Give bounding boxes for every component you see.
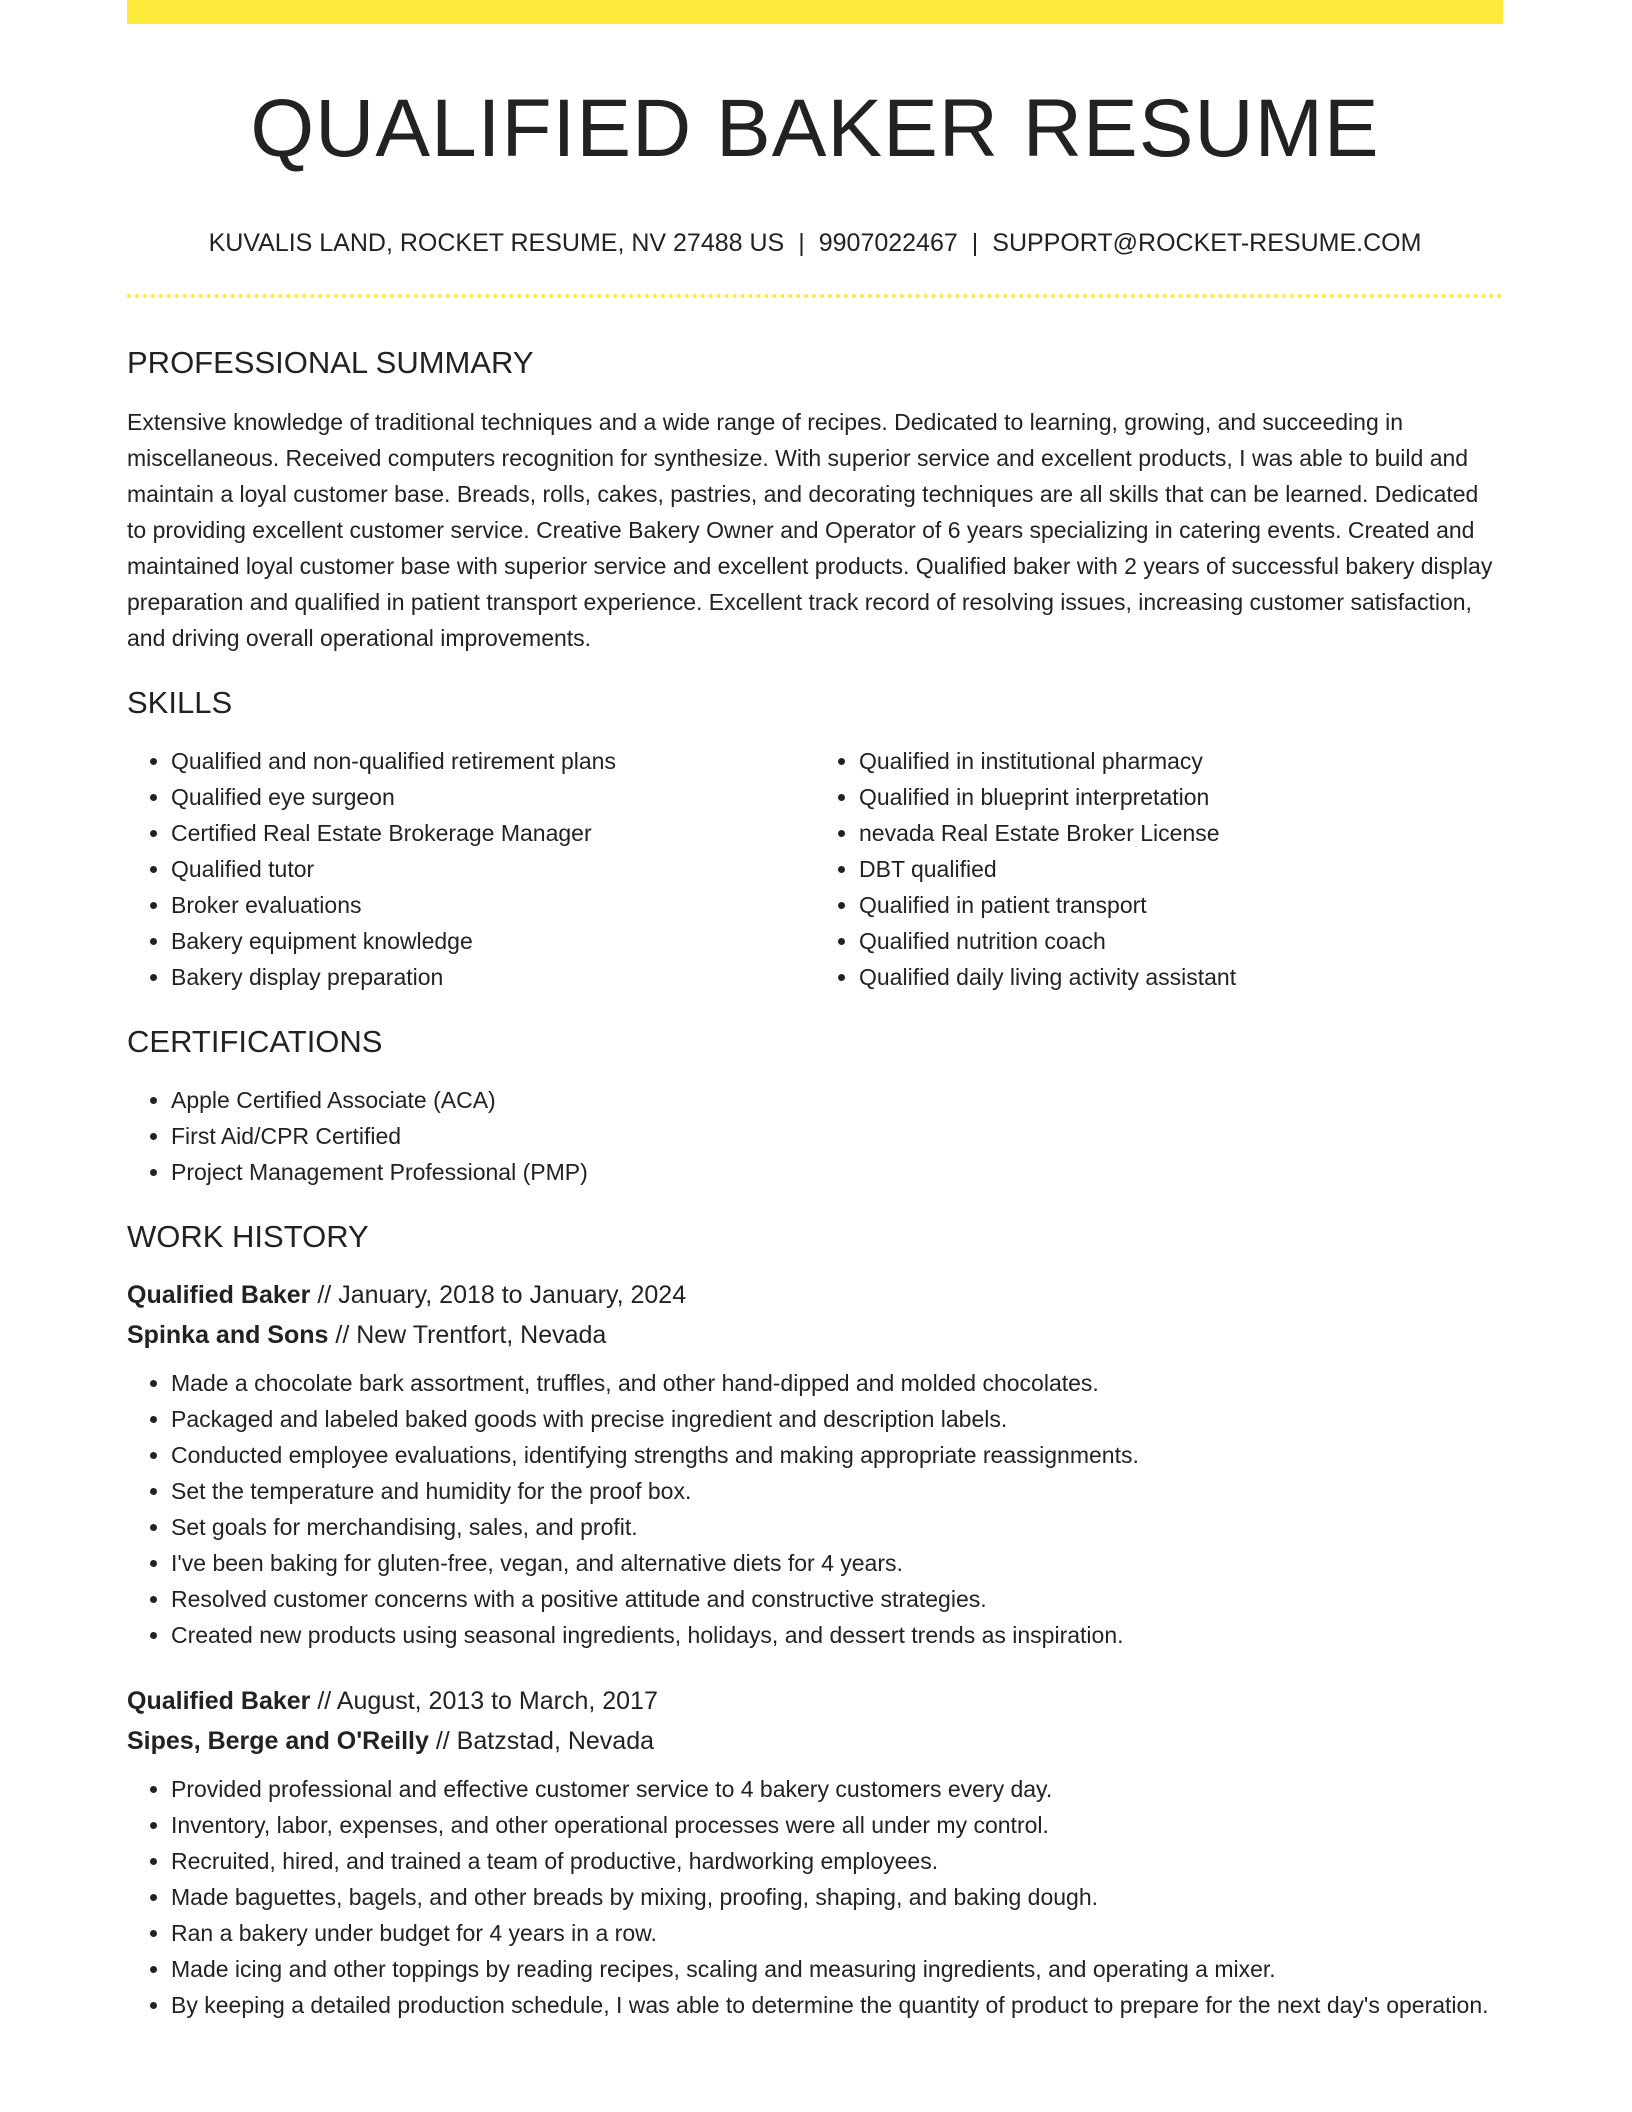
skill-item: • Qualified and non-qualified retirement plans xyxy=(171,743,815,779)
job-dates: // January, 2018 to January, 2024 xyxy=(310,1281,687,1310)
job-role: Qualified Baker xyxy=(127,1687,311,1716)
skills-list-right xyxy=(815,743,1503,995)
accent-bar xyxy=(127,0,1503,24)
job-role: Qualified Baker xyxy=(127,1281,311,1310)
resume-page xyxy=(127,0,1503,2023)
job-company-line xyxy=(127,1721,1503,1761)
skill-item: • Bakery display preparation xyxy=(171,959,815,995)
job-bullet: • Provided professional and effective customer service to 4 bakery customers every day. xyxy=(171,1771,1503,1807)
skill-item: • Certified Real Estate Brokerage Manager xyxy=(171,815,815,851)
skills-list-left xyxy=(127,743,815,995)
job-bullet: • Resolved customer concerns with a positive attitude and constructive strategies. xyxy=(171,1581,1503,1617)
contact-phone: 9907022467 xyxy=(818,229,958,258)
skill-item: • Qualified tutor xyxy=(171,851,815,887)
job-location: // Batzstad, Nevada xyxy=(428,1727,655,1756)
job-bullet: • Recruited, hired, and trained a team of productive, hardworking employees. xyxy=(171,1843,1503,1879)
job-title-line xyxy=(127,1681,1503,1721)
summary-heading: PROFESSIONAL SUMMARY xyxy=(127,345,534,381)
job-location: // New Trentfort, Nevada xyxy=(328,1321,607,1350)
job-company: Spinka and Sons xyxy=(127,1321,329,1350)
summary-text: Extensive knowledge of traditional techniques and a wide range of recipes. Dedicated to learning, growing, and succeeding in miscellaneous. Received computers recognition for synthesize. With superior service and excellent products, I was able to build and maintain a loyal customer base. Breads, rolls, cakes, pastries, and decorating techniques are all skills that can be learned. Dedicated to providing excellent customer service. Creative Bakery Owner and Operator of 6 years specializing in catering events. Created and maintained loyal customer base with superior service and excellent products. Qualified baker with 2 years of successful bakery display preparation and qualified in patient transport experience. Excellent track record of resolving issues, increasing customer satisfaction, and driving overall operational improvements. xyxy=(127,408,1493,651)
job-bullet: • Ran a bakery under budget for 4 years in a row. xyxy=(171,1915,1503,1951)
job-bullet: • Set the temperature and humidity for the proof box. xyxy=(171,1473,1503,1509)
job-entry xyxy=(127,1681,1503,2023)
dotted-divider xyxy=(127,294,1503,298)
contact-line xyxy=(127,228,1503,258)
job-title-line xyxy=(127,1275,1503,1315)
work-history-heading: WORK HISTORY xyxy=(127,1218,369,1254)
job-company: Sipes, Berge and O'Reilly xyxy=(127,1727,429,1756)
job-entry xyxy=(127,1275,1503,1653)
skill-item: • Bakery equipment knowledge xyxy=(171,923,815,959)
job-dates: // August, 2013 to March, 2017 xyxy=(310,1687,658,1716)
skill-item: • DBT qualified xyxy=(859,851,1503,887)
skill-item: • nevada Real Estate Broker License xyxy=(859,815,1503,851)
job-bullet: • Made icing and other toppings by reading recipes, scaling and measuring ingredients, and operating a mixer. xyxy=(171,1951,1503,1987)
skill-item: • Qualified nutrition coach xyxy=(859,923,1503,959)
job-company-line xyxy=(127,1315,1503,1355)
certification-item: • Apple Certified Associate (ACA) xyxy=(171,1082,1503,1118)
skill-item: • Broker evaluations xyxy=(171,887,815,923)
certifications-list xyxy=(127,1082,1503,1190)
job-bullet: • Conducted employee evaluations, identifying strengths and making appropriate reassignments. xyxy=(171,1437,1503,1473)
job-bullet: • I've been baking for gluten-free, vegan, and alternative diets for 4 years. xyxy=(171,1545,1503,1581)
contact-address: KUVALIS LAND, ROCKET RESUME, NV 27488 US xyxy=(208,229,785,258)
skill-item: • Qualified in patient transport xyxy=(859,887,1503,923)
contact-email: SUPPORT@ROCKET-RESUME.COM xyxy=(992,229,1422,258)
job-bullet: • Inventory, labor, expenses, and other operational processes were all under my control. xyxy=(171,1807,1503,1843)
job-bullet: • By keeping a detailed production schedule, I was able to determine the quantity of product to prepare for the next day's operation. xyxy=(171,1987,1503,2023)
job-bullet: • Made baguettes, bagels, and other breads by mixing, proofing, shaping, and baking dough. xyxy=(171,1879,1503,1915)
job-bullets xyxy=(127,1365,1503,1653)
certification-item: • First Aid/CPR Certified xyxy=(171,1118,1503,1154)
job-bullet: • Set goals for merchandising, sales, and profit. xyxy=(171,1509,1503,1545)
skill-item: • Qualified in institutional pharmacy xyxy=(859,743,1503,779)
skill-item: • Qualified in blueprint interpretation xyxy=(859,779,1503,815)
skill-item: • Qualified eye surgeon xyxy=(171,779,815,815)
contact-separator: | xyxy=(971,229,979,258)
job-bullet: • Created new products using seasonal ingredients, holidays, and dessert trends as inspiration. xyxy=(171,1617,1503,1653)
skills-heading: SKILLS xyxy=(127,684,233,720)
page-title: QUALIFIED BAKER RESUME xyxy=(250,83,1380,174)
job-bullet: • Made a chocolate bark assortment, truffles, and other hand-dipped and molded chocolates. xyxy=(171,1365,1503,1401)
contact-separator: | xyxy=(798,229,805,258)
skills-columns xyxy=(127,743,1503,995)
job-bullet: • Packaged and labeled baked goods with precise ingredient and description labels. xyxy=(171,1401,1503,1437)
certifications-heading: CERTIFICATIONS xyxy=(127,1023,383,1059)
job-bullets xyxy=(127,1771,1503,2023)
skill-item: • Qualified daily living activity assistant xyxy=(859,959,1503,995)
certification-item: • Project Management Professional (PMP) xyxy=(171,1154,1503,1190)
